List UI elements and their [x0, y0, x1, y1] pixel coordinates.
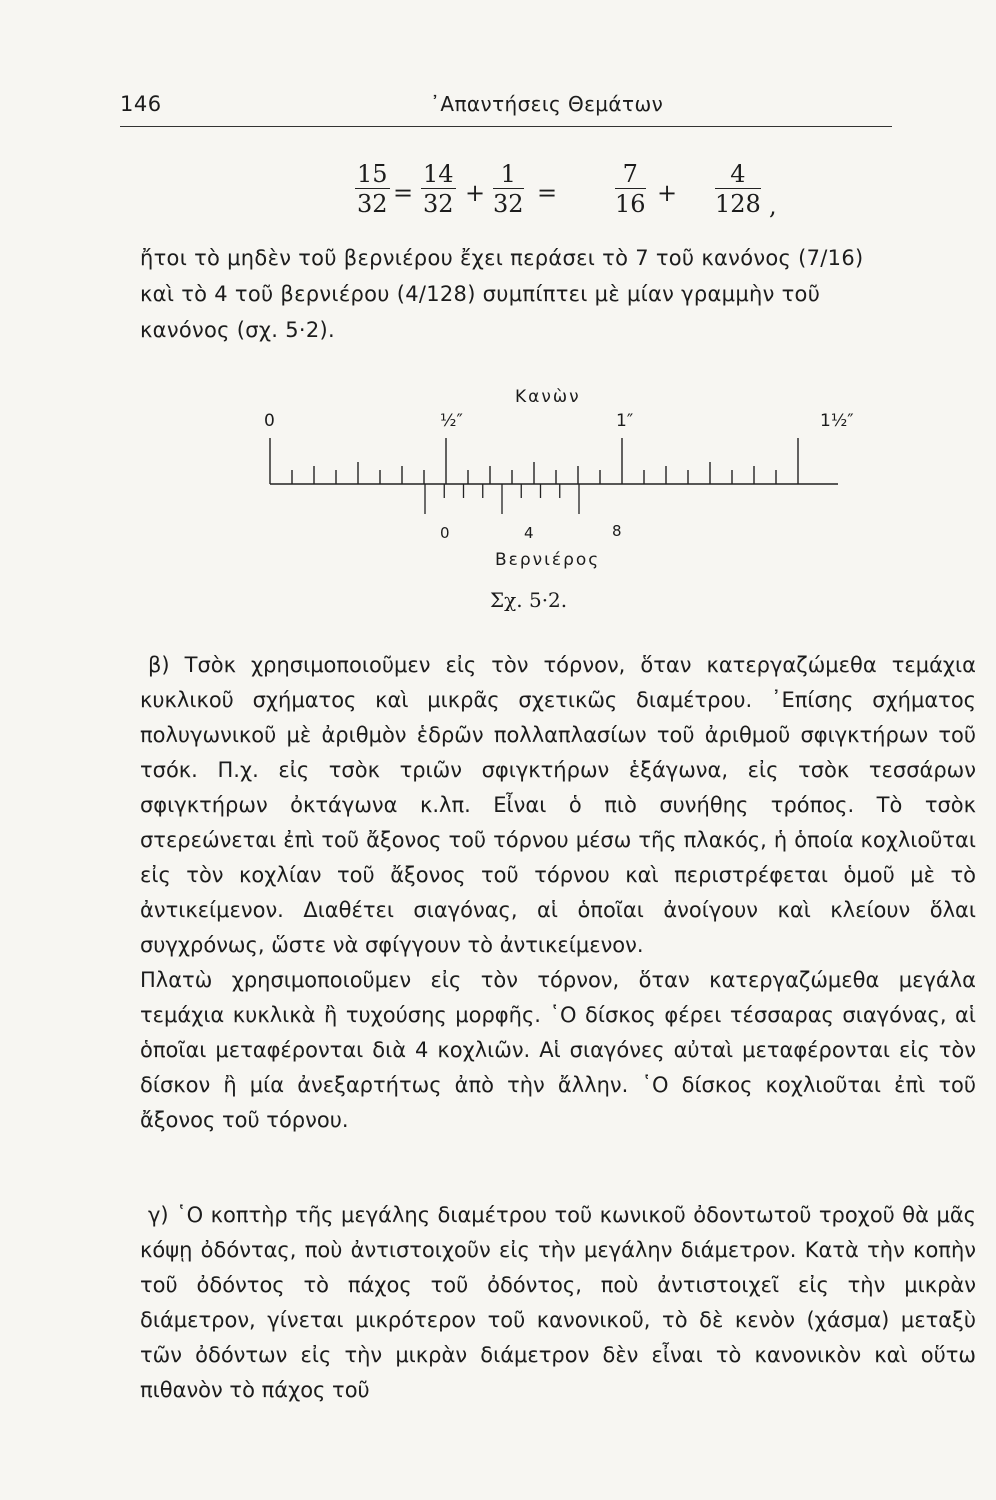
- denominator: 128: [715, 190, 761, 218]
- fraction-1-32: [493, 160, 524, 219]
- ruler-label-half: ½″: [440, 411, 463, 431]
- vernier-figure: [260, 380, 860, 610]
- denominator: 32: [357, 190, 388, 218]
- vernier-label-4: 4: [524, 524, 534, 542]
- trailing-comma: ,: [769, 192, 777, 220]
- page-header: [120, 92, 885, 122]
- section-gamma: [140, 1198, 976, 1408]
- fraction-15-32: [355, 160, 390, 219]
- fraction-7-16: [615, 160, 646, 219]
- ruler-label-0: 0: [264, 411, 275, 431]
- ruler-label-1-half: 1½″: [820, 411, 854, 431]
- intro-line-1: ἤτοι τὸ μηδὲν τοῦ βερνιέρου ἔχει περάσει τὸ 7 τοῦ κανόνος (7/16): [140, 246, 864, 270]
- vernier-label-0: 0: [440, 524, 450, 542]
- denominator: 32: [493, 190, 524, 218]
- paragraph-beta-1: β) Τσὸκ χρησιμοποιοῦμεν εἰς τὸν τόρνον, ὅταν κατεργαζώμεθα τεμάχια κυκλικοῦ σχήματος καὶ μικρᾶς σχετικῶς διαμέτρου. ᾿Επίσης σχήματος πολυγωνικοῦ μὲ ἀριθμὸν ἑδρῶν πολλαπλασίων τοῦ ἀριθμοῦ σφιγκτήρων τοῦ τσόκ. Π.χ. εἰς τσὸκ τριῶν σφιγκτήρων ἑξάγωνα, εἰς τσὸκ τεσσάρων σφιγκτήρων ὀκτάγωνα κ.λπ. Εἶναι ὁ πιὸ συνήθης τρόπος. Τὸ τσὸκ στερεώνεται ἐπὶ τοῦ ἄξονος τοῦ τόρνου μέσω τῆς πλακός, ἡ ὁποία κοχλιοῦται εἰς τὸν κοχλίαν τοῦ ἄξονος τοῦ τόρνου καὶ περιστρέφεται ὁμοῦ μὲ τὸ ἀντικείμενον. Διαθέτει σιαγόνας, αἱ ὁποῖαι ἀνοίγουν καὶ κλείουν ὅλαι συγχρόνως, ὥστε νὰ σφίγγουν τὸ ἀντικείμενον.: [140, 653, 976, 957]
- intro-line-2: καὶ τὸ 4 τοῦ βερνιέρου (4/128) συμπίπτει μὲ μίαν γραμμὴν τοῦ: [140, 282, 821, 306]
- ruler-label-1: 1″: [616, 411, 634, 431]
- plus-sign: +: [657, 179, 678, 207]
- numerator: 14: [423, 160, 454, 188]
- vernier-diagram: [260, 380, 860, 610]
- fraction-formula: [355, 160, 775, 230]
- vernier-title: Βερνιέρος: [495, 550, 601, 570]
- equals-sign: =: [537, 179, 558, 207]
- ruler-title: Κανὼν: [515, 387, 581, 407]
- numerator: 7: [615, 160, 646, 189]
- paragraph-gamma: γ) ῾Ο κοπτὴρ τῆς μεγάλης διαμέτρου τοῦ κωνικοῦ ὀδοντωτοῦ τροχοῦ θὰ μᾶς κόψῃ ὀδόντας, ποὺ ἀντιστοιχοῦν εἰς τὴν μεγάλην διάμετρον. Κατὰ τὴν κοπὴν τοῦ ὀδόντος τὸ πάχος τοῦ ὀδόντος, ποὺ ἀντιστοιχεῖ εἰς τὴν μικρὰν διάμετρον, γίνεται μικρότερον τοῦ κανονικοῦ, τὸ δὲ κενὸν (χάσμα) μεταξὺ τῶν ὀδόντων εἰς τὴν μικρὰν διάμετρον δὲν εἶναι τὸ κανονικὸν καὶ οὕτω πιθανὸν τὸ πάχος τοῦ: [140, 1203, 976, 1402]
- paragraph-beta-2: Πλατὼ χρησιμοποιοῦμεν εἰς τὸν τόρνον, ὅταν κατεργαζώμεθα μεγάλα τεμάχια κυκλικὰ ἢ τυχούσης μορφῆς. ῾Ο δίσκος φέρει τέσσαρας σιαγόνας, αἱ ὁποῖαι μεταφέρονται διὰ 4 κοχλιῶν. Αἱ σιαγόνες αὐταὶ μεταφέρονται εἰς τὸν δίσκον ἢ μία ἀνεξαρτήτως ἀπὸ τὴν ἄλλην. ῾Ο δίσκος κοχλιοῦται ἐπὶ τοῦ ἄξονος τοῦ τόρνου.: [140, 968, 976, 1132]
- numerator: 4: [715, 160, 761, 189]
- vernier-label-8: 8: [612, 522, 622, 540]
- ruler-scale: [270, 438, 798, 484]
- vernier-scale: [425, 484, 579, 514]
- header-rule: [120, 126, 892, 127]
- denominator: 32: [423, 190, 454, 218]
- equals-sign: =: [393, 179, 414, 207]
- fraction-14-32: [421, 160, 456, 219]
- numerator: 1: [493, 160, 524, 189]
- fraction-4-128: [715, 160, 761, 219]
- denominator: 16: [615, 190, 646, 218]
- running-head: ᾿Απαντήσεις Θεμάτων: [430, 92, 664, 116]
- figure-caption: Σχ. 5·2.: [490, 588, 568, 612]
- page-number: 146: [120, 92, 162, 116]
- numerator: 15: [357, 160, 388, 188]
- section-beta: [140, 648, 976, 1138]
- plus-sign: +: [465, 179, 486, 207]
- intro-line-3: κανόνος (σχ. 5·2).: [140, 318, 336, 342]
